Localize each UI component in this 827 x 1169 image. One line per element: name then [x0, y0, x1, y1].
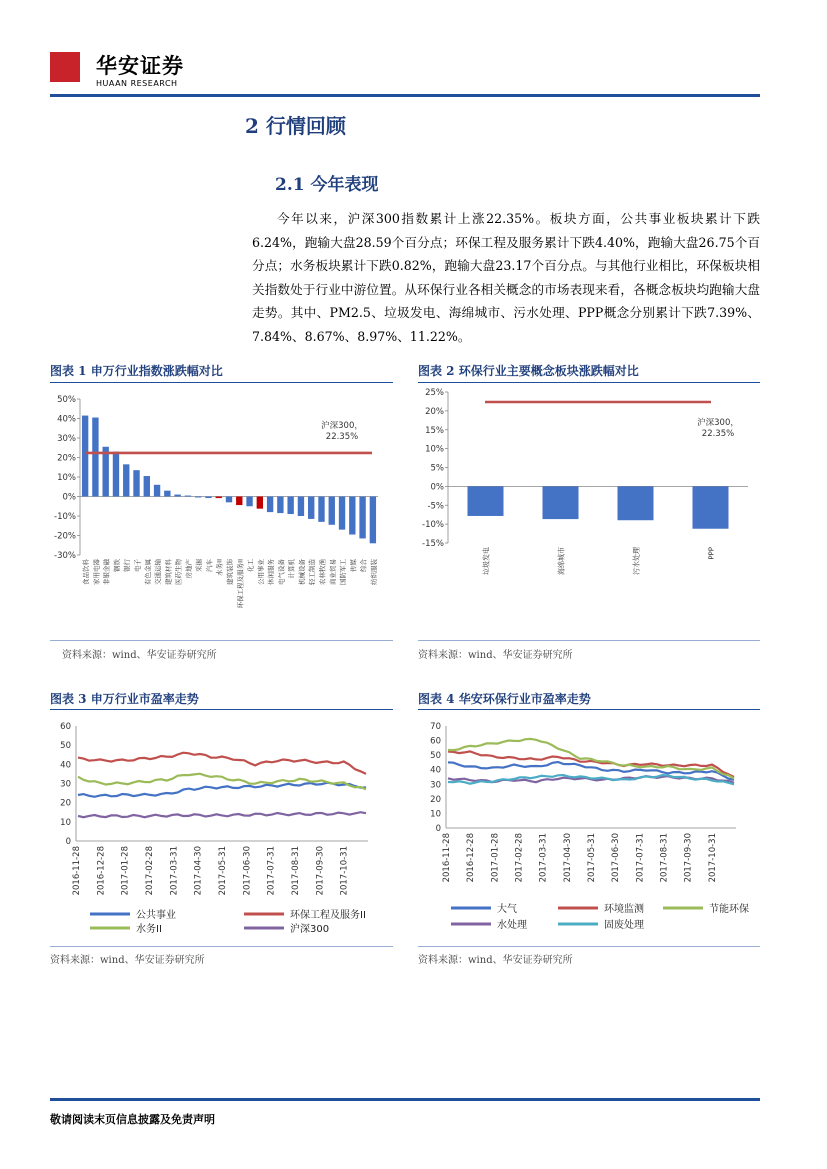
- x-tick-label: 建筑装饰: [226, 559, 234, 585]
- x-tick-label: 水务II: [215, 559, 224, 576]
- x-tick-label: 垃圾发电: [482, 547, 491, 575]
- x-tick-label: 2016-12-28: [96, 846, 107, 896]
- x-tick-label: 环保工程及服务II: [236, 559, 245, 609]
- x-tick-label: 化工: [246, 559, 255, 572]
- x-tick-label: 房地产: [184, 559, 193, 579]
- bar: [267, 497, 273, 513]
- figure-3-source-rule: [50, 946, 393, 947]
- x-tick-label: 综合: [359, 559, 368, 572]
- x-tick-label: 2016-12-28: [466, 833, 477, 883]
- y-tick-label: 0%: [62, 492, 76, 503]
- bar: [277, 497, 283, 514]
- x-tick-label: 污水处理: [632, 547, 641, 575]
- x-tick-label: 2017-05-31: [587, 833, 597, 883]
- legend-label: 水处理: [497, 920, 527, 931]
- bar: [82, 416, 88, 497]
- x-tick-label: 轻工制造: [308, 559, 317, 585]
- bar: [329, 497, 335, 525]
- x-tick-label: 食品饮料: [82, 559, 91, 585]
- x-tick-label: 2016-11-28: [442, 833, 452, 883]
- bar: [468, 486, 504, 516]
- x-tick-label: 2017-07-31: [635, 833, 646, 883]
- x-tick-label: PPP: [707, 547, 716, 560]
- bar: [133, 470, 139, 496]
- x-tick-label: 2017-04-30: [193, 846, 204, 896]
- bar: [339, 497, 345, 530]
- bar: [693, 486, 729, 528]
- y-tick-label: -30%: [54, 551, 76, 561]
- x-tick-label: 交通运输: [154, 559, 163, 585]
- legend-label: 节能环保: [709, 904, 749, 915]
- reference-label: 沪深300，: [321, 421, 363, 431]
- x-tick-label: 2017-08-31: [291, 846, 301, 896]
- bar: [298, 497, 304, 517]
- bar: [349, 497, 355, 535]
- x-tick-label: 农林牧渔: [318, 559, 327, 585]
- legend-label: 固废处理: [604, 920, 644, 931]
- y-tick-label: 0%: [430, 482, 444, 493]
- legend-label: 水务II: [136, 924, 162, 935]
- legend-label: 沪深300: [290, 924, 330, 935]
- y-tick-label: -15%: [422, 539, 444, 549]
- y-tick-label: 40%: [57, 414, 76, 425]
- figure-1-title: 图表 1 申万行业指数涨跌幅对比: [50, 364, 223, 378]
- bar: [226, 497, 232, 503]
- footer-divider: [50, 1098, 760, 1101]
- body-paragraph: 今年以来，沪深300指数累计上涨22.35%。板块方面，公共事业板块累计下跌6.24%，跑输大盘28.59个百分点；环保工程及服务累计下跌4.40%，跑输大盘26.75个百分点；水务板块累计下跌0.82%，跑输大盘23.17个百分点。与其他行业相比，环保板块相关指数处于行业中游位置。从环保行业各相关概念的市场表现来看，各概念板块均跑输大盘走势。其中、PM2.5、垃圾发电、海绵城市、污水处理、PPP概念分别累计下跌7.39%、7.84%、8.67%、8.97%、11.22%。: [252, 211, 760, 344]
- reference-value-label: 22.35%: [325, 432, 359, 442]
- bar: [185, 496, 191, 497]
- bar: [216, 497, 222, 499]
- y-tick-label: 30: [60, 779, 71, 790]
- y-tick-label: 10: [430, 809, 441, 820]
- y-tick-label: 50%: [57, 395, 76, 405]
- bar: [246, 497, 252, 507]
- x-tick-label: 2017-07-31: [266, 846, 277, 896]
- y-tick-label: -10%: [54, 512, 76, 522]
- figure-3-rule: [50, 709, 393, 710]
- figure-2-title: 图表 2 环保行业主要概念板块涨跌幅对比: [418, 364, 639, 378]
- x-tick-label: 2017-06-30: [611, 833, 622, 883]
- figure-2-source: 资料来源：wind、华安证券研究所: [418, 650, 573, 661]
- x-tick-label: 计算机: [287, 559, 296, 579]
- x-tick-label: 商业贸易: [328, 559, 337, 585]
- x-tick-label: 机械设备: [297, 559, 306, 585]
- y-tick-label: 40: [60, 760, 71, 771]
- x-tick-label: 2017-01-28: [490, 833, 501, 883]
- figure-4-source-rule: [418, 946, 760, 947]
- y-tick-label: 30: [430, 780, 441, 791]
- x-tick-label: 家用电器: [92, 559, 101, 585]
- subsection-title: 2.1 今年表现: [275, 175, 379, 195]
- x-tick-label: 休闲服务: [267, 559, 276, 585]
- y-tick-label: 0: [435, 824, 441, 834]
- bar: [195, 497, 201, 498]
- bar: [370, 497, 376, 544]
- x-tick-label: 2017-05-31: [218, 846, 228, 896]
- figure-4-rule: [418, 709, 760, 710]
- bar: [174, 495, 180, 497]
- bar: [318, 497, 324, 522]
- bar: [113, 452, 119, 497]
- x-tick-label: 2017-10-31: [707, 833, 718, 883]
- bar: [543, 486, 579, 519]
- bar: [205, 497, 211, 499]
- y-tick-label: -20%: [54, 531, 76, 542]
- bar: [257, 497, 263, 509]
- y-tick-label: 5%: [430, 463, 444, 474]
- y-tick-label: -5%: [427, 501, 444, 512]
- y-tick-label: 0: [65, 837, 71, 847]
- y-tick-label: 10%: [425, 444, 444, 455]
- y-tick-label: 40: [430, 765, 441, 776]
- y-tick-label: 15%: [425, 425, 444, 436]
- legend-label: 大气: [497, 904, 517, 915]
- x-tick-label: 银行: [123, 559, 132, 572]
- figure-1-rule: [50, 382, 393, 383]
- x-tick-label: 公用事业: [256, 559, 265, 585]
- y-tick-label: 20%: [57, 453, 76, 464]
- reference-label: 沪深300，: [697, 418, 739, 428]
- x-tick-label: 有色金属: [143, 559, 152, 585]
- figure-4-chart: [418, 711, 760, 944]
- series-line-2: [78, 753, 366, 774]
- y-tick-label: 50: [430, 751, 441, 762]
- x-tick-label: 2017-06-30: [242, 846, 253, 896]
- header-divider: [50, 94, 760, 97]
- y-tick-label: 60: [430, 736, 441, 747]
- x-tick-label: 医药生物: [174, 559, 183, 585]
- figure-4-source: 资料来源：wind、华安证券研究所: [418, 955, 573, 966]
- x-tick-label: 2017-08-31: [659, 833, 670, 883]
- bar: [144, 476, 150, 496]
- bar: [154, 485, 160, 497]
- bar: [287, 497, 293, 515]
- x-tick-label: 传媒: [349, 559, 358, 572]
- y-tick-label: 20: [60, 798, 71, 809]
- x-tick-label: 国防军工: [339, 559, 348, 585]
- reference-value-label: 22.35%: [701, 429, 735, 439]
- x-tick-label: 电气设备: [277, 559, 286, 585]
- section-title: 2 行情回顾: [245, 114, 346, 138]
- figure-1-chart: [50, 384, 393, 639]
- brand-name: 华安证券: [96, 53, 184, 78]
- series-line-4: [78, 812, 366, 817]
- y-tick-label: -10%: [422, 520, 444, 531]
- figure-4-title: 图表 4 华安环保行业市盈率走势: [418, 692, 591, 706]
- x-tick-label: 非银金融: [102, 559, 111, 585]
- y-tick-label: 30%: [57, 434, 76, 444]
- x-tick-label: 纺织服装: [369, 559, 378, 585]
- y-tick-label: 60: [60, 722, 71, 732]
- x-tick-label: 2017-10-31: [339, 846, 350, 896]
- x-tick-label: 2017-04-30: [562, 833, 573, 883]
- figure-3-title: 图表 3 申万行业市盈率走势: [50, 692, 199, 706]
- brand-subtitle: HUAAN RESEARCH: [96, 79, 178, 88]
- x-tick-label: 2017-03-31: [538, 833, 549, 883]
- bar: [359, 497, 365, 539]
- series-line-1: [78, 783, 366, 797]
- bar: [123, 464, 129, 496]
- figure-3-source: 资料来源：wind、华安证券研究所: [50, 955, 205, 966]
- y-tick-label: 20%: [425, 406, 444, 417]
- legend-label: 公共事业: [136, 910, 176, 921]
- y-tick-label: 20: [430, 794, 441, 805]
- legend-label: 环境监测: [604, 904, 644, 915]
- figure-2-source-rule: [418, 640, 760, 641]
- x-tick-label: 2017-09-30: [683, 833, 694, 883]
- footer-disclaimer: 敬请阅读末页信息披露及免责声明: [50, 1113, 215, 1126]
- bar: [308, 497, 314, 519]
- x-tick-label: 采掘: [195, 559, 204, 572]
- x-tick-label: 2017-09-30: [315, 846, 326, 896]
- x-tick-label: 电子: [133, 559, 142, 572]
- x-tick-label: 钢铁: [112, 559, 121, 572]
- x-tick-label: 2017-02-28: [145, 846, 155, 896]
- y-tick-label: 10%: [57, 473, 76, 483]
- company-logo: [50, 52, 80, 82]
- figure-2-rule: [418, 382, 760, 383]
- x-tick-label: 2016-11-28: [72, 846, 82, 896]
- bar: [236, 497, 242, 506]
- x-tick-label: 2017-02-28: [514, 833, 525, 883]
- figure-1-source: 资料来源：wind、华安证券研究所: [62, 650, 217, 661]
- y-tick-label: 10: [60, 817, 71, 828]
- y-tick-label: 25%: [425, 388, 444, 398]
- bar: [618, 486, 654, 520]
- x-tick-label: 海绵城市: [557, 547, 566, 575]
- x-tick-label: 2017-03-31: [169, 846, 180, 896]
- bar: [103, 447, 109, 497]
- y-tick-label: 50: [60, 741, 71, 752]
- x-tick-label: 汽车: [205, 559, 214, 572]
- legend-label: 环保工程及服务II: [290, 910, 366, 921]
- figure-2-chart: [418, 384, 760, 639]
- bar: [164, 491, 170, 497]
- figure-3-chart: [50, 711, 393, 944]
- bar: [92, 418, 98, 497]
- y-tick-label: 70: [430, 722, 441, 732]
- figure-1-source-rule: [50, 640, 393, 641]
- x-tick-label: 建筑材料: [164, 559, 173, 585]
- x-tick-label: 2017-01-28: [120, 846, 131, 896]
